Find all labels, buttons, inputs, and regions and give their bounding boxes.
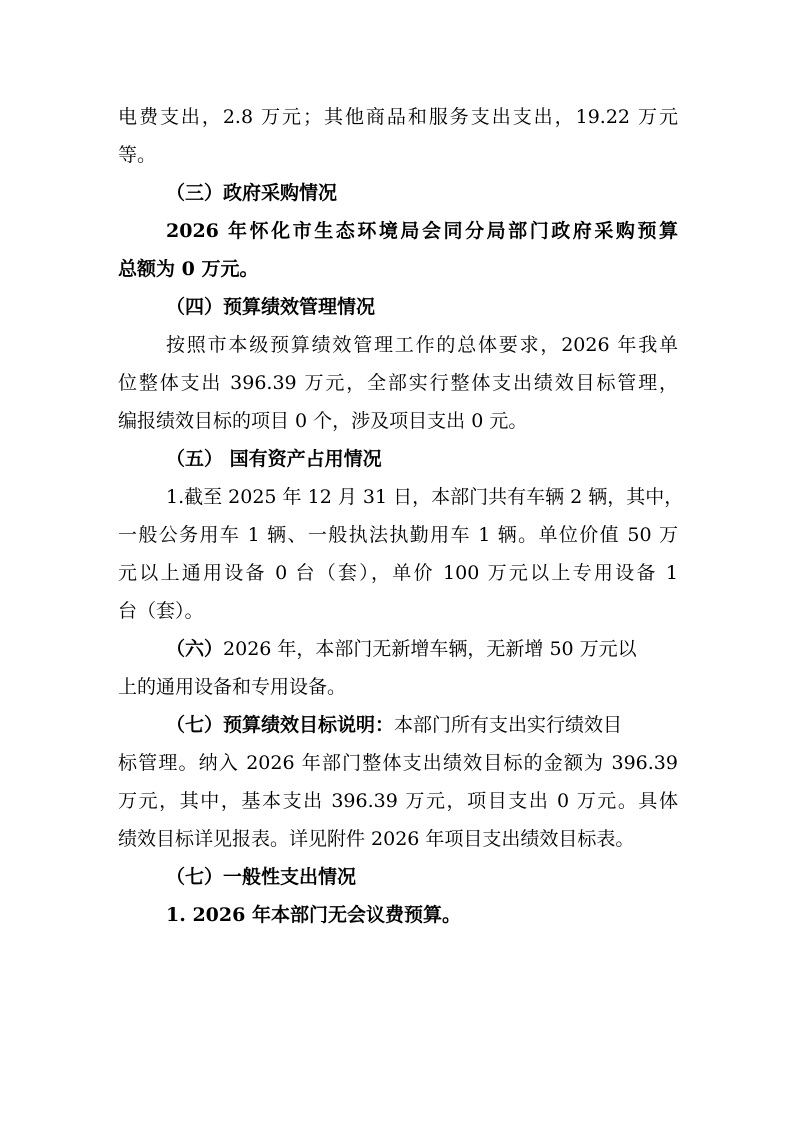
paragraph-line: 标管理。纳入 2026 年部门整体支出绩效目标的金额为 396.39 — [118, 752, 678, 774]
paragraph-line: 元以上通用设备 0 台（套），单价 100 万元以上专用设备 1 — [118, 562, 678, 584]
section-label: （六） — [166, 638, 224, 660]
paragraph-line: 总额为 0 万元。 — [118, 258, 259, 280]
section-heading: （三）政府采购情况 — [166, 182, 338, 204]
paragraph-line — [166, 637, 678, 661]
paragraph-line: 绩效目标详见报表。详见附件 2026 年项目支出绩效目标表。 — [118, 828, 635, 850]
section-label: （七）预算绩效目标说明： — [166, 714, 395, 736]
paragraph-text: 本部门所有支出实行绩效目 — [394, 714, 623, 736]
paragraph-line: 按照市本级预算绩效管理工作的总体要求，2026 年我单 — [166, 334, 678, 356]
paragraph-line — [166, 713, 678, 737]
paragraph-line: 1.截至 2025 年 12 月 31 日，本部门共有车辆 2 辆，其中， — [166, 486, 684, 508]
paragraph-line: 一般公务用车 1 辆、一般执法执勤用车 1 辆。单位价值 50 万 — [118, 524, 678, 546]
paragraph-line: 位整体支出 396.39 万元，全部实行整体支出绩效目标管理， — [118, 372, 678, 394]
section-heading: （五） 国有资产占用情况 — [166, 448, 382, 470]
paragraph-text: 2026 年，本部门无新增车辆，无新增 50 万元以 — [223, 638, 637, 660]
paragraph-line: 1. 2026 年本部门无会议费预算。 — [166, 904, 461, 926]
paragraph-line: 编报绩效目标的项目 0 个，涉及项目支出 0 元。 — [118, 410, 528, 432]
section-heading: （七）一般性支出情况 — [166, 866, 357, 888]
section-heading: （四）预算绩效管理情况 — [166, 296, 376, 318]
paragraph-line: 2026 年怀化市生态环境局会同分局部门政府采购预算 — [166, 220, 678, 242]
paragraph-line: 万元，其中，基本支出 396.39 万元，项目支出 0 万元。具体 — [118, 790, 678, 812]
paragraph-line: 等。 — [118, 144, 157, 166]
paragraph-line: 电费支出，2.8 万元；其他商品和服务支出支出，19.22 万元 — [118, 106, 678, 128]
paragraph-line: 台（套）。 — [118, 600, 204, 622]
paragraph-line: 上的通用设备和专用设备。 — [118, 676, 347, 698]
